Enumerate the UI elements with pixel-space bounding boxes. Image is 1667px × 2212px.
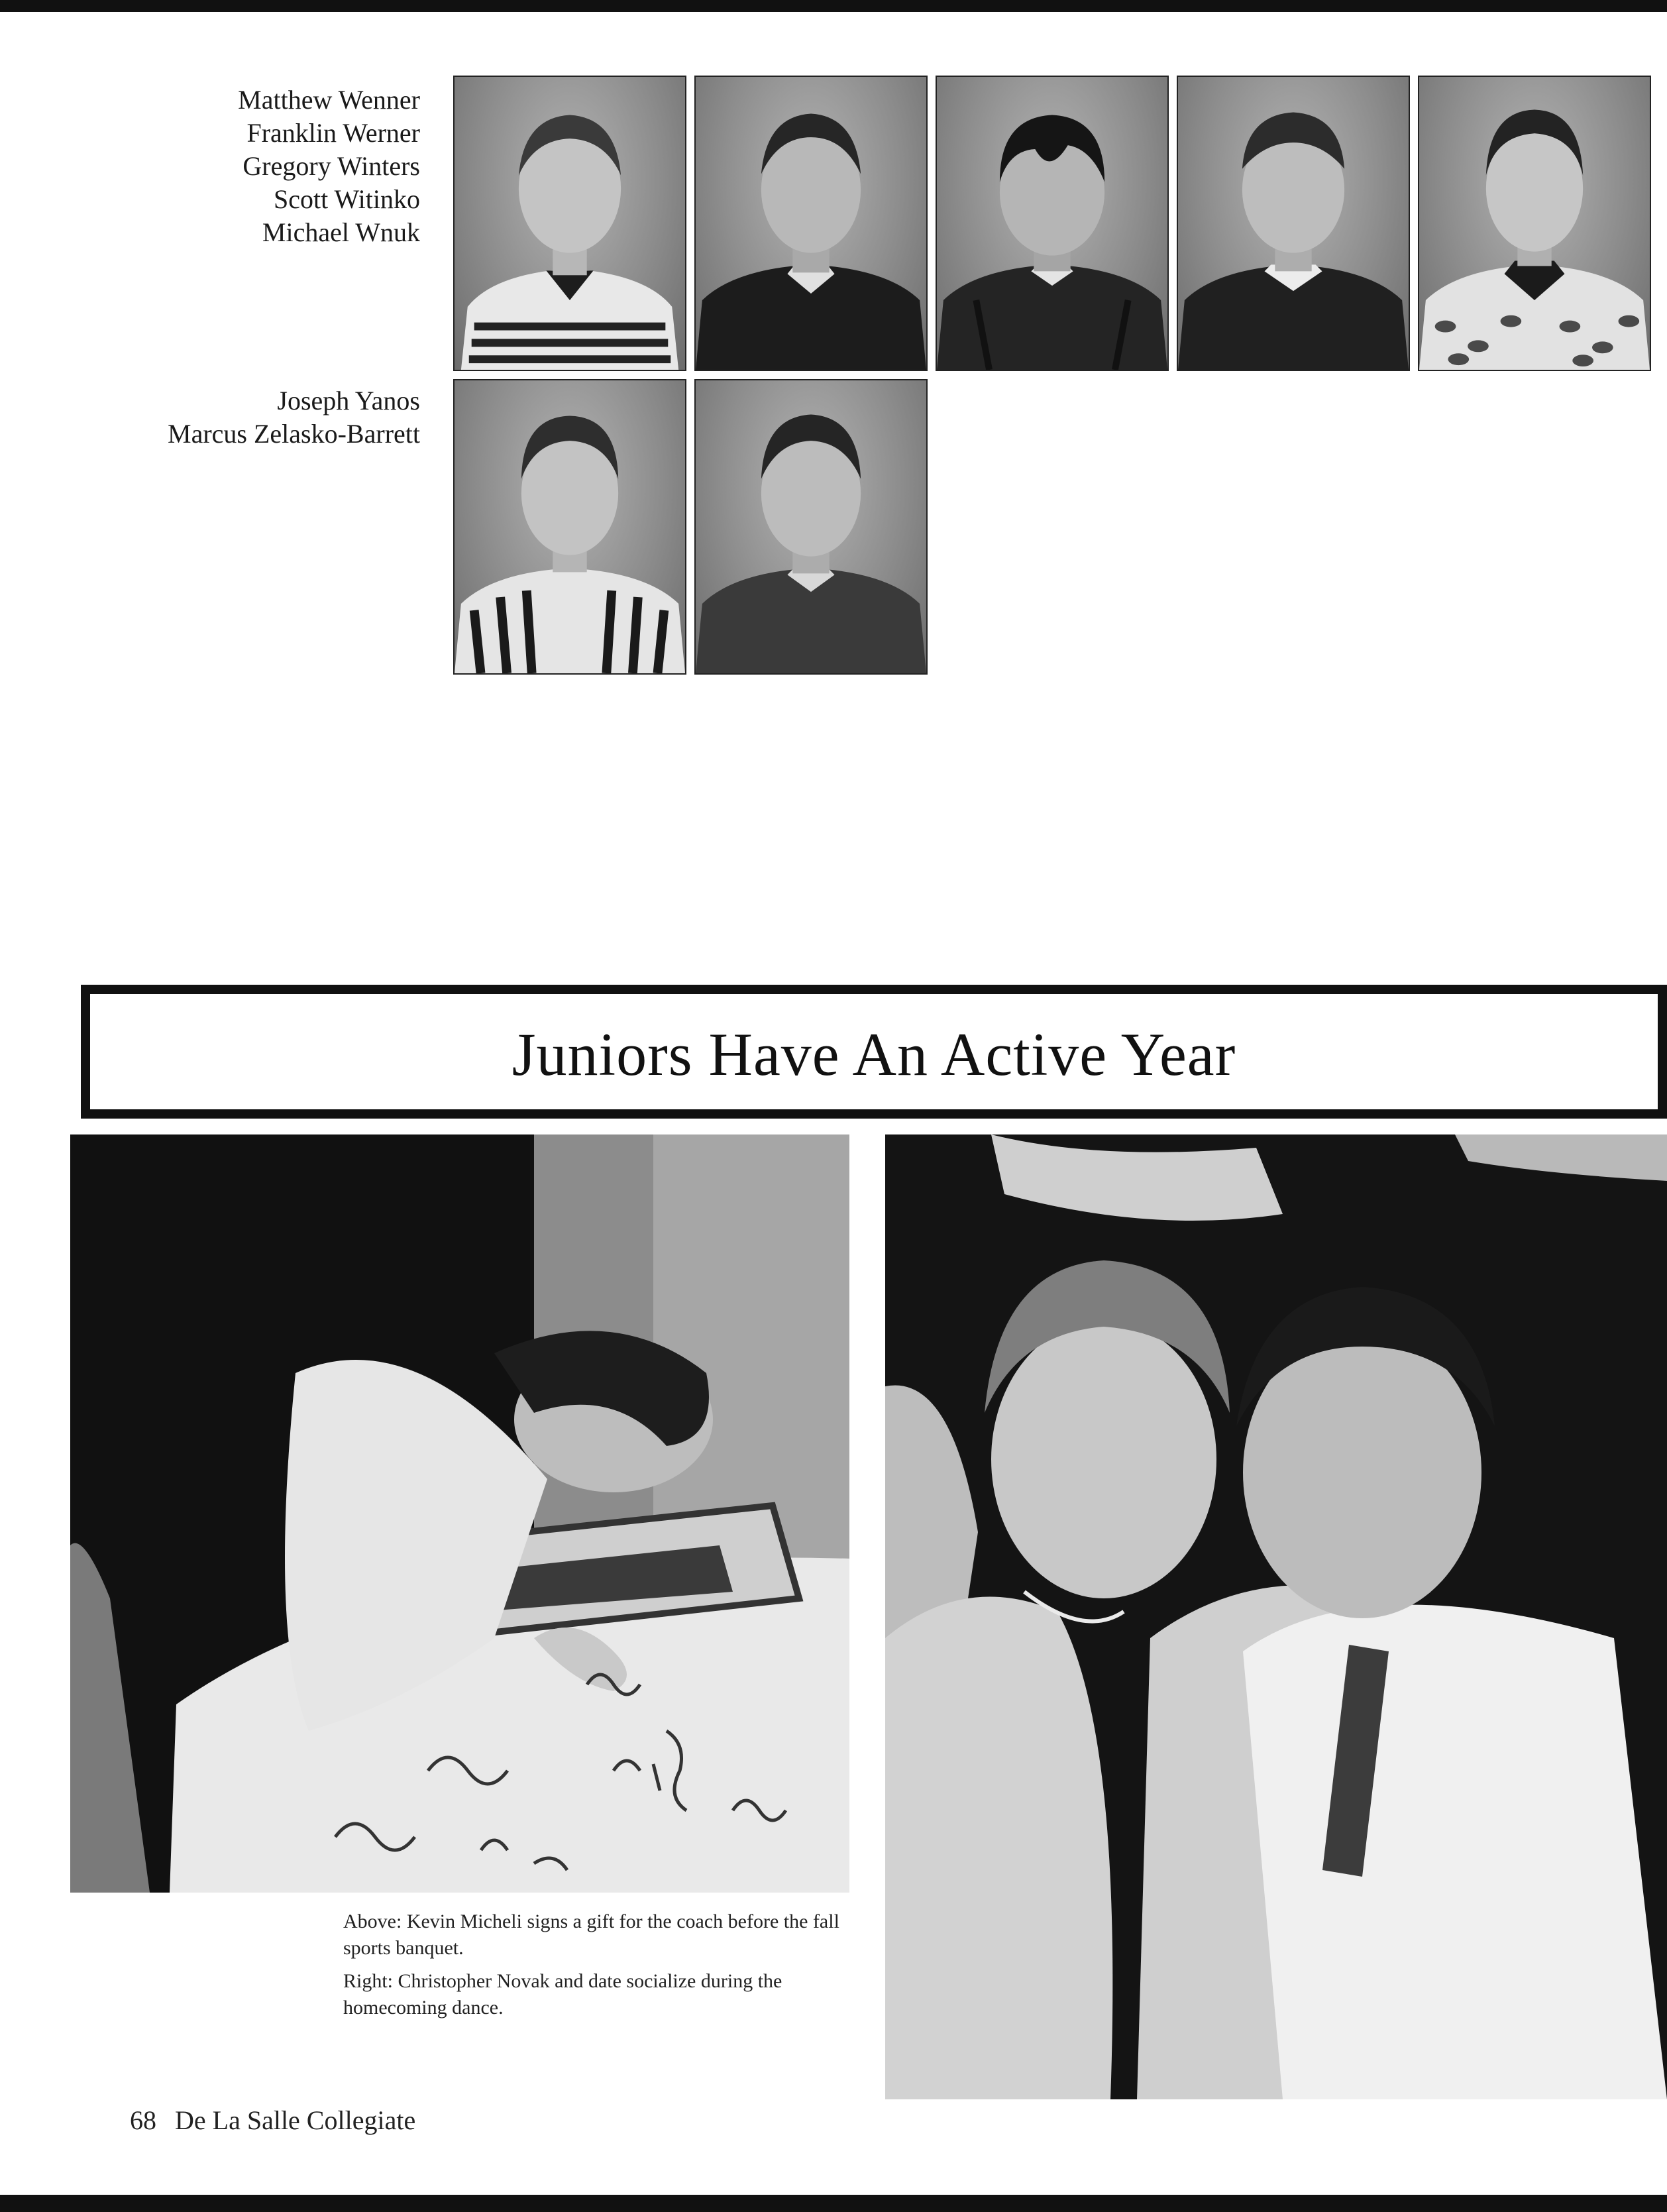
caption-right: Right: Christopher Novak and date socialize during the homecoming dance. — [343, 1970, 782, 2018]
student-portrait — [936, 76, 1169, 371]
student-portrait — [1177, 76, 1410, 371]
student-portrait — [694, 379, 928, 675]
page-number: 68 — [130, 2105, 156, 2135]
student-portrait — [694, 76, 928, 371]
student-name: Marcus Zelasko-Barrett — [168, 419, 420, 449]
name-list-row-1 — [238, 83, 420, 249]
page-footer — [130, 2105, 415, 2136]
publication-name: De La Salle Collegiate — [175, 2105, 416, 2135]
student-portrait — [453, 379, 686, 675]
student-portrait — [453, 76, 686, 371]
photo-caption — [343, 1908, 867, 2028]
student-portrait — [1418, 76, 1651, 371]
section-title: Juniors Have An Active Year — [511, 1021, 1236, 1088]
student-name: Scott Witinko — [274, 184, 420, 214]
caption-above: Above: Kevin Micheli signs a gift for the coach before the fall sports banquet. — [343, 1910, 839, 1959]
student-name: Franklin Werner — [246, 118, 420, 148]
student-name: Joseph Yanos — [277, 386, 420, 415]
section-title-box — [81, 985, 1667, 1119]
photo-homecoming-couple — [885, 1134, 1667, 2099]
name-list-row-2 — [168, 384, 420, 451]
student-name: Michael Wnuk — [262, 217, 420, 247]
photo-signing-gift — [70, 1134, 849, 1893]
student-name: Matthew Wenner — [238, 85, 420, 115]
student-name: Gregory Winters — [242, 151, 420, 181]
top-rule — [0, 0, 1667, 12]
bottom-rule — [0, 2195, 1667, 2212]
